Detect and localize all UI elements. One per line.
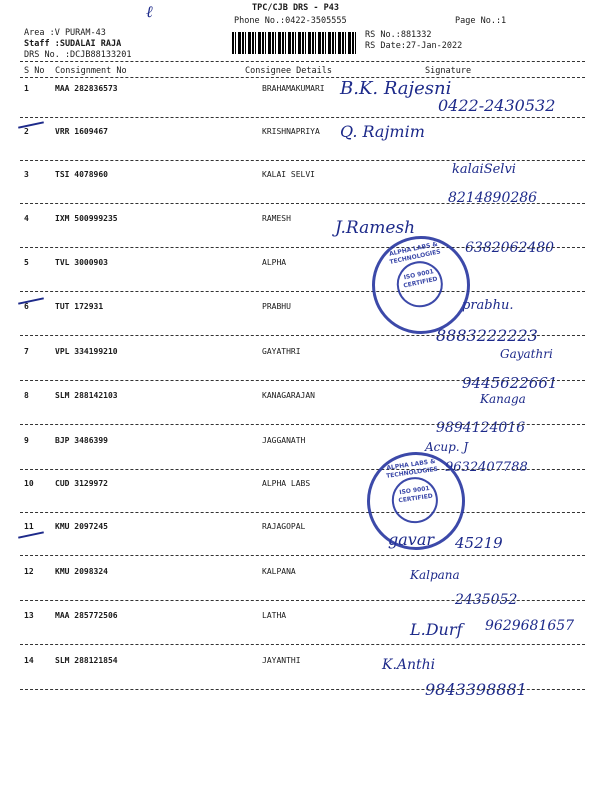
pen-tick-mark (18, 297, 44, 304)
consignee-name: LATHA (262, 611, 287, 620)
consignee-name: JAGGANATH (262, 436, 306, 445)
handwritten-phone: 8883222223 (436, 326, 538, 345)
pen-tick-mark (18, 531, 44, 538)
phone-number: Phone No.:0422-3505555 (234, 16, 347, 26)
row-divider (20, 160, 585, 161)
consignment-number: SLM 288142103 (55, 391, 118, 400)
consignment-number: CUD 3129972 (55, 479, 108, 488)
handwritten-signature: L.Durf (410, 620, 463, 639)
consignee-name: KALPANA (262, 567, 296, 576)
handwritten-signature: Q. Rajmim (340, 122, 425, 141)
handwritten-phone: 9894124016 (436, 420, 526, 436)
consignment-number: VRR 1609467 (55, 127, 108, 136)
barcode (232, 32, 356, 54)
col-consignment-header: Consignment No (55, 66, 127, 76)
handwritten-phone: 0422-2430532 (438, 96, 556, 115)
area-field: Area :V PURAM-43 (24, 28, 106, 38)
consignment-number: TUT 172931 (55, 302, 104, 311)
row-divider (20, 424, 585, 425)
consignment-number: KMU 2098324 (55, 567, 108, 576)
row-serial: 14 (24, 656, 34, 665)
row-divider (20, 291, 585, 292)
consignment-number: KMU 2097245 (55, 522, 108, 531)
consignee-name: ALPHA LABS (262, 479, 311, 488)
consignment-number: VPL 334199210 (55, 347, 118, 356)
handwritten-signature: prabhu. (462, 298, 514, 313)
row-divider (20, 512, 585, 513)
handwritten-signature: Kalpana (410, 568, 460, 582)
handwritten-signature: J.Ramesh (335, 218, 416, 238)
row-divider (20, 335, 585, 336)
row-serial: 12 (24, 567, 34, 576)
consignment-number: TVL 3000903 (55, 258, 108, 267)
consignment-number: SLM 288121854 (55, 656, 118, 665)
row-divider (20, 644, 585, 645)
company-stamp: ALPHA LABS & TECHNOLOGIES ISO 9001 CERTIFIED (363, 227, 479, 343)
row-serial: 8 (24, 391, 29, 400)
row-serial: 13 (24, 611, 34, 620)
handwritten-signature: B.K. Rajesni (340, 78, 452, 99)
row-divider (20, 117, 585, 118)
row-divider (20, 689, 585, 690)
staff-field: Staff :SUDALAI RAJA (24, 39, 122, 49)
consignment-number: MAA 285772506 (55, 611, 118, 620)
consignee-name: JAYANTHI (262, 656, 301, 665)
consignment-number: TSI 4078960 (55, 170, 108, 179)
handwritten-phone: 45219 (455, 534, 503, 552)
rs-number: RS No.:881332 (365, 30, 432, 40)
consignee-name: BRAHAMAKUMARI (262, 84, 325, 93)
check-mark: ℓ (146, 2, 153, 21)
row-divider (20, 203, 585, 204)
drs-number: DRS No. :DCJB88133201 (24, 50, 132, 60)
consignment-number: BJP 3486399 (55, 436, 108, 445)
handwritten-signature: Gayathri (500, 347, 553, 361)
row-divider (20, 469, 585, 470)
row-serial: 10 (24, 479, 34, 488)
consignee-name: KALAI SELVI (262, 170, 315, 179)
row-serial: 9 (24, 436, 29, 445)
consignee-name: KRISHNAPRIYA (262, 127, 320, 136)
consignment-number: IXM 500999235 (55, 214, 118, 223)
handwritten-phone: 9843398881 (425, 680, 527, 699)
row-divider (20, 380, 585, 381)
handwritten-phone: 9629681657 (485, 618, 575, 634)
divider (20, 61, 585, 62)
row-serial: 6 (24, 302, 29, 311)
row-serial: 7 (24, 347, 29, 356)
consignee-name: KANAGARAJAN (262, 391, 315, 400)
row-serial: 3 (24, 170, 29, 179)
row-divider (20, 247, 585, 248)
row-serial: 4 (24, 214, 29, 223)
col-sno-header: S No (24, 66, 45, 76)
page-number: Page No.:1 (455, 16, 507, 26)
row-serial: 1 (24, 84, 29, 93)
row-divider (20, 555, 585, 556)
row-serial: 11 (24, 522, 34, 531)
row-serial: 2 (24, 127, 29, 136)
handwritten-phone: 6382062480 (465, 240, 555, 256)
handwritten-phone: 8214890286 (448, 190, 538, 206)
consignee-name: PRABHU (262, 302, 291, 311)
rs-date: RS Date:27-Jan-2022 (365, 41, 463, 51)
row-serial: 5 (24, 258, 29, 267)
consignment-number: MAA 282836573 (55, 84, 118, 93)
page-title: TPC/CJB DRS - P43 (252, 3, 339, 13)
consignee-name: RAMESH (262, 214, 291, 223)
handwritten-signature: Kanaga (480, 392, 526, 406)
col-signature-header: Signature (425, 66, 472, 76)
col-consignee-header: Consignee Details (245, 66, 332, 76)
row-divider (20, 600, 585, 601)
handwritten-phone: 9445622661 (462, 374, 558, 392)
consignee-name: RAJAGOPAL (262, 522, 306, 531)
consignee-name: ALPHA (262, 258, 287, 267)
pen-tick-mark (18, 121, 44, 128)
handwritten-phone: 9632407788 (445, 460, 528, 475)
handwritten-signature: K.Anthi (382, 657, 436, 673)
divider (20, 77, 585, 78)
handwritten-signature: gavar (388, 530, 435, 549)
company-stamp: ALPHA LABS & TECHNOLOGIES ISO 9001 CERTIFIED (361, 446, 472, 557)
handwritten-signature: Acup. J (425, 440, 469, 454)
handwritten-signature: kalaiSelvi (452, 162, 516, 177)
consignee-name: GAYATHRI (262, 347, 301, 356)
handwritten-phone: 2435052 (455, 592, 518, 608)
